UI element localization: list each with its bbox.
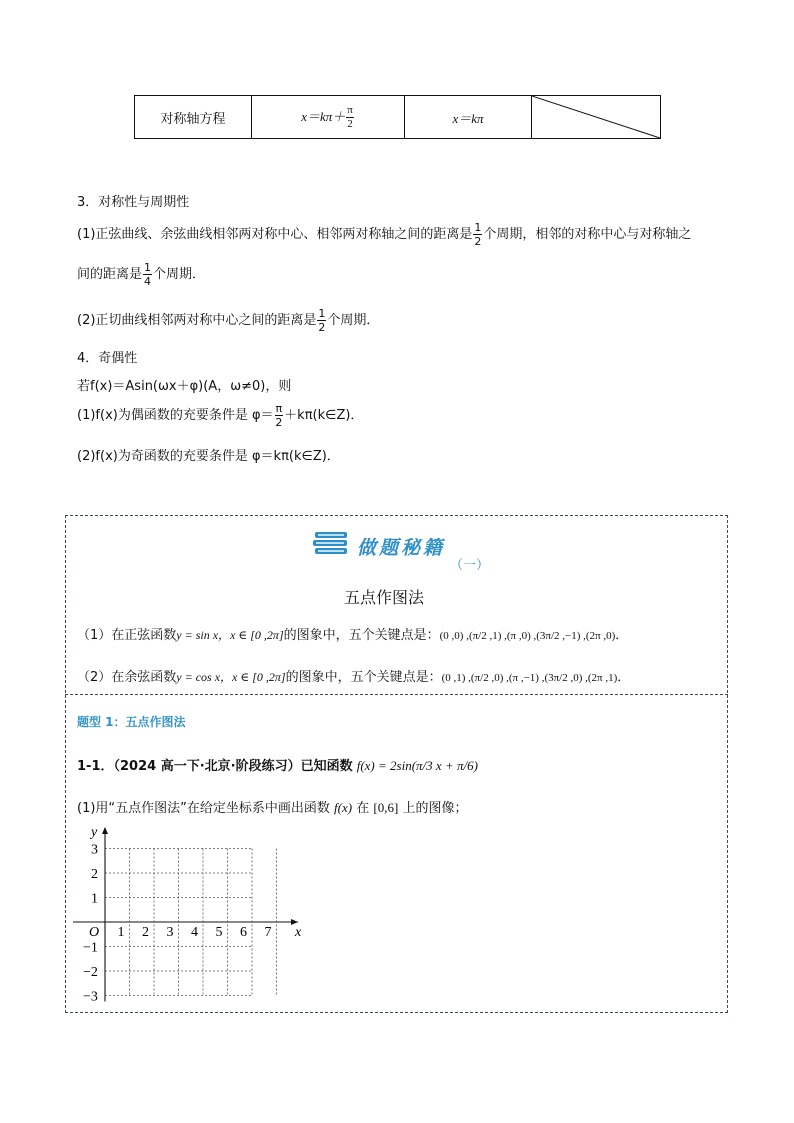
section3-paragraph2: (2)正切曲线相邻两对称中心之间的距离是 $\frac{1}{2}$ 个周期． bbox=[77, 307, 380, 334]
problem-statement: 1-1．（2024 高一下·北京·阶段练习）已知函数 f(x) = 2sin(π/3 x + π/6) bbox=[77, 758, 478, 774]
sin-axis-cell: x＝kπ＋ $\frac{\pi}{2}$ bbox=[252, 96, 405, 139]
x-tick-label: 3 bbox=[166, 925, 174, 940]
section4-heading: 4．奇偶性 bbox=[77, 351, 138, 366]
books-stack-icon bbox=[312, 529, 352, 561]
x-tick-label: 1 bbox=[117, 925, 125, 940]
y-axis-label: y bbox=[91, 825, 98, 840]
table-row-label: 对称轴方程 bbox=[135, 96, 252, 139]
diagonal-slash bbox=[532, 96, 660, 138]
section4-condition: 若f(x)＝Asin(ωx＋φ)(A，ω≠0)，则 bbox=[77, 379, 292, 394]
x-tick-label: 7 bbox=[264, 925, 272, 940]
x-axis-label: x bbox=[295, 925, 302, 940]
section3-heading: 3．对称性与周期性 bbox=[77, 195, 190, 210]
section3-paragraph1: (1)正弦曲线、余弦曲线相邻两对称中心、相邻两对称轴之间的距离是 $\frac{1}{2}$ 个周期，相邻的对称中心与对称轴之 bbox=[77, 221, 692, 248]
section3-paragraph1-cont: 间的距离是 $\frac{1}{4}$ 个周期． bbox=[77, 261, 206, 288]
x-tick-label: 2 bbox=[142, 925, 149, 940]
section4-odd: (2)f(x)为奇函数的充要条件是 φ＝kπ(k∈Z)． bbox=[77, 449, 340, 464]
y-tick-label: −2 bbox=[83, 965, 98, 980]
y-tick-label: 2 bbox=[91, 867, 98, 882]
banner-title: 做题秘籍 bbox=[357, 537, 446, 559]
y-tick-label: 1 bbox=[91, 891, 98, 907]
banner-subtitle: （一） bbox=[450, 558, 490, 573]
origin-label: O bbox=[89, 925, 100, 940]
tan-axis-cell-empty bbox=[532, 96, 661, 139]
y-tick-label: −1 bbox=[83, 940, 98, 956]
y-axis-arrow bbox=[102, 827, 108, 834]
problem-subquestion-1: (1)用“五点作图法”在给定坐标系中画出函数 f(x) 在 [0,6] 上的图像； bbox=[77, 800, 468, 816]
sine-keypoints-line: （1）在正弦函数y = sin x，x ∈ [0 ,2π]的图象中，五个关键点是：(0 ,0) ,(π/2 ,1) ,(π ,0) ,(3π/2 ,−1) ,(2π ,0)． bbox=[77, 628, 629, 643]
x-tick-label: 4 bbox=[191, 925, 198, 940]
box-title: 五点作图法 bbox=[344, 588, 425, 607]
coordinate-grid bbox=[70, 822, 310, 1002]
problem-type-title: 题型 1：五点作图法 bbox=[77, 715, 186, 729]
cos-axis-cell: x＝kπ bbox=[405, 96, 532, 139]
x-tick-label: 5 bbox=[215, 925, 223, 940]
y-tick-label: 3 bbox=[91, 842, 98, 858]
tips-box-divider bbox=[65, 694, 728, 695]
x-tick-label: 6 bbox=[240, 925, 247, 940]
symmetry-table bbox=[134, 95, 661, 139]
cosine-keypoints-line: （2）在余弦函数y = cos x，x ∈ [0 ,2π]的图象中，五个关键点是：(0 ,1) ,(π/2 ,0) ,(π ,−1) ,(3π/2 ,0) ,(2π ,1)． bbox=[77, 670, 631, 685]
y-tick-label: −3 bbox=[83, 989, 98, 1002]
section4-even: (1)f(x)为偶函数的充要条件是 φ＝ $\frac{\pi}{2}$ ＋kπ(k∈Z)． bbox=[77, 402, 364, 429]
